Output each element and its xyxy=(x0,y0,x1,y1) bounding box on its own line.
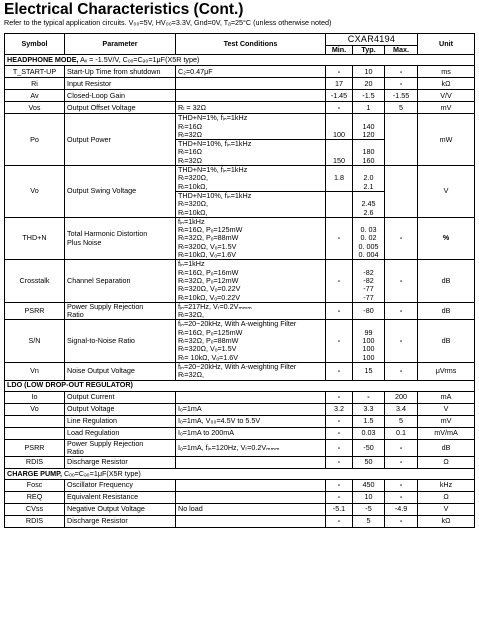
unit-cell: dB xyxy=(418,302,475,320)
typ-value: 2.1 xyxy=(363,181,374,191)
parameter-cell: Output Current xyxy=(65,391,176,403)
section-conditions: Cₒₒ=Cₔ₀=1μF(X5R type) xyxy=(61,468,141,478)
typ-cell: -5 xyxy=(353,504,385,516)
condition-line: Rₗ=320Ω, Vₒ=1.5V xyxy=(178,344,237,354)
table-row xyxy=(5,166,475,192)
table-row xyxy=(5,320,475,362)
table-row xyxy=(5,403,475,415)
condition-cell: Iₒ=1mA, fᵢₙ=120Hz, Vᵣ=0.2Vₘₘₘ xyxy=(176,439,326,457)
typ-value: 100 xyxy=(362,352,375,362)
symbol-cell: Crosstalk xyxy=(5,260,65,302)
typ-cell xyxy=(353,217,385,259)
condition-line: Rₗ=32Ω, Pₒ=88mW xyxy=(178,233,239,243)
max-cell: - xyxy=(385,66,418,78)
typ-cell: - xyxy=(353,391,385,403)
table-header-row xyxy=(5,34,475,46)
condition-cell xyxy=(176,516,326,528)
max-cell: - xyxy=(385,217,418,259)
min-cell: - xyxy=(326,415,353,427)
symbol-cell: Ri xyxy=(5,78,65,90)
condition-cell xyxy=(176,391,326,403)
max-cell: - xyxy=(385,78,418,90)
unit-cell: μVrms xyxy=(418,362,475,380)
parameter-cell: Output Swing Voltage xyxy=(65,166,176,218)
table-row xyxy=(5,260,475,302)
max-cell: 0.1 xyxy=(385,427,418,439)
condition-cell xyxy=(176,457,326,469)
max-cell: 3.4 xyxy=(385,403,418,415)
min-cell: -5.1 xyxy=(326,504,353,516)
min-cell: - xyxy=(326,217,353,259)
typ-cell xyxy=(353,191,385,217)
section-title xyxy=(5,469,475,480)
parameter-line: Ratio xyxy=(67,310,84,320)
max-cell: -4.9 xyxy=(385,504,418,516)
parameter-cell xyxy=(65,439,176,457)
min-cell: - xyxy=(326,102,353,114)
unit-cell: V/V xyxy=(418,90,475,102)
typ-value: 120 xyxy=(362,129,375,139)
typ-cell: 5 xyxy=(353,516,385,528)
min-cell: - xyxy=(326,427,353,439)
symbol-cell xyxy=(5,415,65,427)
symbol-cell: PSRR xyxy=(5,302,65,320)
typ-cell: 20 xyxy=(353,78,385,90)
parameter-cell: Start-Up Time from shutdown xyxy=(65,66,176,78)
max-cell: - xyxy=(385,302,418,320)
condition-line: fᵢₙ=1kHz xyxy=(178,259,205,269)
header-part-number: CXAR4194 xyxy=(326,34,418,46)
condition-cell xyxy=(176,480,326,492)
condition-line: Rₗ=16Ω, Pₒ=125mW xyxy=(178,225,243,235)
typ-value: -77 xyxy=(363,284,374,294)
header-parameter: Parameter xyxy=(65,34,176,55)
unit-cell: Ω xyxy=(418,457,475,469)
condition-cell xyxy=(176,78,326,90)
parameter-cell: Noise Output Voltage xyxy=(65,362,176,380)
condition-line: Rₗ=32Ω, Pₒ=88mW xyxy=(178,336,239,346)
min-cell: - xyxy=(326,320,353,362)
condition-line: THD+N=10%, fᵢₙ=1kHz xyxy=(178,191,252,200)
table-row xyxy=(5,439,475,457)
table-row xyxy=(5,504,475,516)
condition-line: THD+N=10%, fᵢₙ=1kHz xyxy=(178,139,252,149)
table-row xyxy=(5,78,475,90)
min-cell xyxy=(326,114,353,140)
header-test-conditions: Test Conditions xyxy=(176,34,326,55)
header-min: Min. xyxy=(326,46,353,55)
typ-cell: -50 xyxy=(353,439,385,457)
symbol-cell: RDIS xyxy=(5,516,65,528)
typ-cell: 1.5 xyxy=(353,415,385,427)
condition-line: Rₗ=10kΩ, Vₒ=0.22V xyxy=(178,292,241,302)
typ-cell: 10 xyxy=(353,66,385,78)
typ-cell xyxy=(353,166,385,192)
max-cell: - xyxy=(385,480,418,492)
symbol-cell: Vo xyxy=(5,166,65,218)
unit-cell: mV xyxy=(418,102,475,114)
condition-line: THD+N=1%, fᵢₙ=1kHz xyxy=(178,113,248,123)
unit-cell: mA xyxy=(418,391,475,403)
section-row-headphone xyxy=(5,55,475,66)
condition-cell xyxy=(176,260,326,302)
section-label: HEADPHONE MODE, xyxy=(7,55,79,65)
header-max: Max. xyxy=(385,46,418,55)
condition-cell xyxy=(176,320,326,362)
unit-cell: % xyxy=(418,217,475,259)
unit-cell: dB xyxy=(418,260,475,302)
section-label: CHARGE PUMP, xyxy=(7,468,62,478)
unit-cell: mV xyxy=(418,415,475,427)
electrical-characteristics-table xyxy=(4,33,475,528)
min-cell: - xyxy=(326,516,353,528)
table-row xyxy=(5,391,475,403)
condition-cell xyxy=(176,140,326,166)
min-cell: - xyxy=(326,66,353,78)
unit-cell: V xyxy=(418,504,475,516)
min-value: 1.8 xyxy=(334,173,344,183)
table-row xyxy=(5,480,475,492)
page-subtitle: Refer to the typical application circuits. V₀₀=5V, HV₀₀=3.3V, Gnd=0V, Tₐ=25°C (unless otherwise noted) xyxy=(4,18,332,27)
symbol-cell: PSRR xyxy=(5,439,65,457)
typ-value: 100 xyxy=(362,344,375,354)
parameter-cell: Line Regulation xyxy=(65,415,176,427)
min-value: 150 xyxy=(333,155,345,165)
symbol-cell: RDIS xyxy=(5,457,65,469)
symbol-cell xyxy=(5,427,65,439)
typ-cell: 10 xyxy=(353,492,385,504)
condition-line: Rₗ=32Ω xyxy=(178,155,202,165)
max-cell: -1.55 xyxy=(385,90,418,102)
condition-cell xyxy=(176,217,326,259)
table-row xyxy=(5,427,475,439)
condition-cell xyxy=(176,166,326,192)
condition-line: Rₗ=10kΩ, xyxy=(178,181,208,191)
header-symbol: Symbol xyxy=(5,34,65,55)
parameter-cell: Negative Output Voltage xyxy=(65,504,176,516)
parameter-cell: Closed-Loop Gain xyxy=(65,90,176,102)
parameter-cell: Load Regulation xyxy=(65,427,176,439)
typ-value: 0. 03 xyxy=(360,225,377,235)
typ-value: 2.6 xyxy=(363,207,374,217)
table-row xyxy=(5,457,475,469)
unit-cell: ms xyxy=(418,66,475,78)
condition-line: Rₗ=32Ω xyxy=(178,129,202,139)
typ-cell xyxy=(353,114,385,140)
condition-cell xyxy=(176,492,326,504)
table-row xyxy=(5,302,475,320)
parameter-cell: Output Voltage xyxy=(65,403,176,415)
typ-value: 100 xyxy=(362,336,375,346)
table-row xyxy=(5,492,475,504)
unit-cell: kΩ xyxy=(418,78,475,90)
min-cell: - xyxy=(326,391,353,403)
symbol-cell: Po xyxy=(5,114,65,166)
condition-line: Rₗ=16Ω xyxy=(178,121,202,131)
condition-line: Rₗ=32Ω, Pₒ=12mW xyxy=(178,275,239,285)
condition-line: fᵢₙ=20~20kHz, With A-weighting Filter xyxy=(178,362,297,371)
min-cell: 3.2 xyxy=(326,403,353,415)
typ-value: 2.45 xyxy=(361,199,376,209)
typ-value: 140 xyxy=(362,121,375,131)
symbol-cell: REQ xyxy=(5,492,65,504)
min-cell xyxy=(326,166,353,192)
table-row xyxy=(5,102,475,114)
parameter-cell: Equivalent Resistance xyxy=(65,492,176,504)
condition-cell: Iₒ=1mA, V₀₀=4.5V to 5.5V xyxy=(176,415,326,427)
header-typ: Typ. xyxy=(353,46,385,55)
unit-cell: kHz xyxy=(418,480,475,492)
parameter-cell: Discharge Resistor xyxy=(65,457,176,469)
typ-cell xyxy=(353,320,385,362)
min-cell: - xyxy=(326,457,353,469)
symbol-cell: CVss xyxy=(5,504,65,516)
typ-value: 160 xyxy=(362,155,375,165)
symbol-cell: S/N xyxy=(5,320,65,362)
max-cell xyxy=(385,166,418,218)
max-cell: - xyxy=(385,362,418,380)
condition-cell xyxy=(176,191,326,217)
unit-cell: kΩ xyxy=(418,516,475,528)
header-unit: Unit xyxy=(418,34,475,55)
min-value: 100 xyxy=(333,129,345,139)
symbol-cell: Av xyxy=(5,90,65,102)
symbol-cell: Fosc xyxy=(5,480,65,492)
condition-line: Rₗ=320Ω, Vₒ=0.22V xyxy=(178,284,241,294)
typ-value: -77 xyxy=(363,292,374,302)
unit-cell: Ω xyxy=(418,492,475,504)
min-cell: - xyxy=(326,260,353,302)
max-cell: 5 xyxy=(385,102,418,114)
max-cell: - xyxy=(385,260,418,302)
condition-cell xyxy=(176,90,326,102)
max-cell xyxy=(385,114,418,166)
max-cell: - xyxy=(385,457,418,469)
typ-value: -82 xyxy=(363,267,374,277)
condition-line: Rₗ=320Ω, xyxy=(178,199,208,209)
parameter-line: Power Supply Rejection xyxy=(67,302,144,311)
condition-cell: C₂=0.47μF xyxy=(176,66,326,78)
parameter-cell: Output Offset Voltage xyxy=(65,102,176,114)
condition-cell: No load xyxy=(176,504,326,516)
condition-cell xyxy=(176,302,326,320)
typ-cell: 0.03 xyxy=(353,427,385,439)
parameter-cell: Signal-to-Noise Ratio xyxy=(65,320,176,362)
condition-line: fᵢₙ=217Hz, Vᵣ=0.2Vₘₘₘ xyxy=(178,302,252,311)
symbol-cell: THD+N xyxy=(5,217,65,259)
max-cell: - xyxy=(385,320,418,362)
typ-value: 0. 004 xyxy=(358,250,379,260)
typ-cell: 3.3 xyxy=(353,403,385,415)
table-row xyxy=(5,90,475,102)
condition-cell: Iₒ=1mA xyxy=(176,403,326,415)
parameter-cell: Discharge Resistor xyxy=(65,516,176,528)
typ-cell: -80 xyxy=(353,302,385,320)
typ-value: 0. 005 xyxy=(358,241,379,251)
condition-line: Rₗ=16Ω, Pₒ=125mW xyxy=(178,327,243,337)
condition-line: Rₗ=320Ω, xyxy=(178,173,208,183)
parameter-line: Total Harmonic Distortion xyxy=(67,229,148,239)
parameter-cell xyxy=(65,302,176,320)
table-row xyxy=(5,217,475,259)
parameter-line: Ratio xyxy=(67,446,84,456)
section-title xyxy=(5,55,475,66)
parameter-cell: Channel Separation xyxy=(65,260,176,302)
table-row xyxy=(5,362,475,380)
min-cell: - xyxy=(326,302,353,320)
unit-cell: dB xyxy=(418,439,475,457)
unit-cell: V xyxy=(418,403,475,415)
parameter-cell: Output Power xyxy=(65,114,176,166)
typ-cell: 1 xyxy=(353,102,385,114)
typ-cell xyxy=(353,140,385,166)
parameter-cell xyxy=(65,217,176,259)
symbol-cell: Vos xyxy=(5,102,65,114)
typ-value: -82 xyxy=(363,275,374,285)
condition-line: Rₗ=320Ω, Vₒ=1.5V xyxy=(178,241,237,251)
typ-value: 0. 02 xyxy=(360,233,377,243)
min-cell: -1.45 xyxy=(326,90,353,102)
max-cell: - xyxy=(385,439,418,457)
condition-line: fᵢₙ=20~20kHz, With A-weighting Filter xyxy=(178,319,297,329)
unit-cell: mV/mA xyxy=(418,427,475,439)
condition-line: Rₗ=32Ω, xyxy=(178,370,204,380)
table-row xyxy=(5,114,475,140)
max-cell: 5 xyxy=(385,415,418,427)
condition-line: Rₗ=16Ω xyxy=(178,147,202,157)
min-cell: - xyxy=(326,362,353,380)
min-cell: - xyxy=(326,492,353,504)
parameter-cell: Input Resistor xyxy=(65,78,176,90)
symbol-cell: Io xyxy=(5,391,65,403)
typ-value: 99 xyxy=(364,327,373,337)
condition-line: fᵢₙ=1kHz xyxy=(178,217,205,226)
min-cell xyxy=(326,140,353,166)
section-title: LDO (LOW DROP-OUT REGULATOR) xyxy=(5,380,475,391)
condition-line: THD+N=1%, fᵢₙ=1kHz xyxy=(178,165,248,175)
condition-line: Rₗ=10kΩ, xyxy=(178,207,208,217)
typ-cell: -1.5 xyxy=(353,90,385,102)
parameter-line: Power Supply Rejection xyxy=(67,439,144,448)
section-row-charge-pump xyxy=(5,469,475,480)
section-conditions: Aᵥ = -1.5V/V, Cₒₒ=Cₔ₀=1μF(X5R type) xyxy=(78,55,200,65)
unit-cell: dB xyxy=(418,320,475,362)
typ-cell: 450 xyxy=(353,480,385,492)
unit-cell: mW xyxy=(418,114,475,166)
condition-cell: Iₒ=1mA to 200mA xyxy=(176,427,326,439)
typ-cell: 15 xyxy=(353,362,385,380)
max-cell: - xyxy=(385,516,418,528)
condition-cell: Rₗ = 32Ω xyxy=(176,102,326,114)
min-cell: - xyxy=(326,439,353,457)
condition-line: Rₗ=10kΩ, Vₒ=1.6V xyxy=(178,250,237,260)
table-row xyxy=(5,415,475,427)
symbol-cell: Vn xyxy=(5,362,65,380)
min-cell: - xyxy=(326,480,353,492)
symbol-cell: Vo xyxy=(5,403,65,415)
max-cell: 200 xyxy=(385,391,418,403)
typ-cell: 50 xyxy=(353,457,385,469)
min-cell xyxy=(326,191,353,217)
max-cell: - xyxy=(385,492,418,504)
min-cell: 17 xyxy=(326,78,353,90)
section-row-ldo xyxy=(5,380,475,391)
table-row xyxy=(5,66,475,78)
condition-line: Rₗ=16Ω, Pₒ=16mW xyxy=(178,267,239,277)
condition-cell xyxy=(176,114,326,140)
typ-cell xyxy=(353,260,385,302)
parameter-line: Plus Noise xyxy=(67,237,102,247)
unit-cell: V xyxy=(418,166,475,218)
table-row xyxy=(5,516,475,528)
condition-line: Rₗ= 10kΩ, Vₒ=1.6V xyxy=(178,352,239,362)
page-title: Electrical Characteristics (Cont.) xyxy=(4,1,244,18)
typ-value: 180 xyxy=(362,147,375,157)
symbol-cell: T_START-UP xyxy=(5,66,65,78)
condition-cell xyxy=(176,362,326,380)
condition-line: Rₗ=32Ω, xyxy=(178,310,204,320)
typ-value: 2.0 xyxy=(363,173,374,183)
parameter-cell: Oscillator Frequency xyxy=(65,480,176,492)
